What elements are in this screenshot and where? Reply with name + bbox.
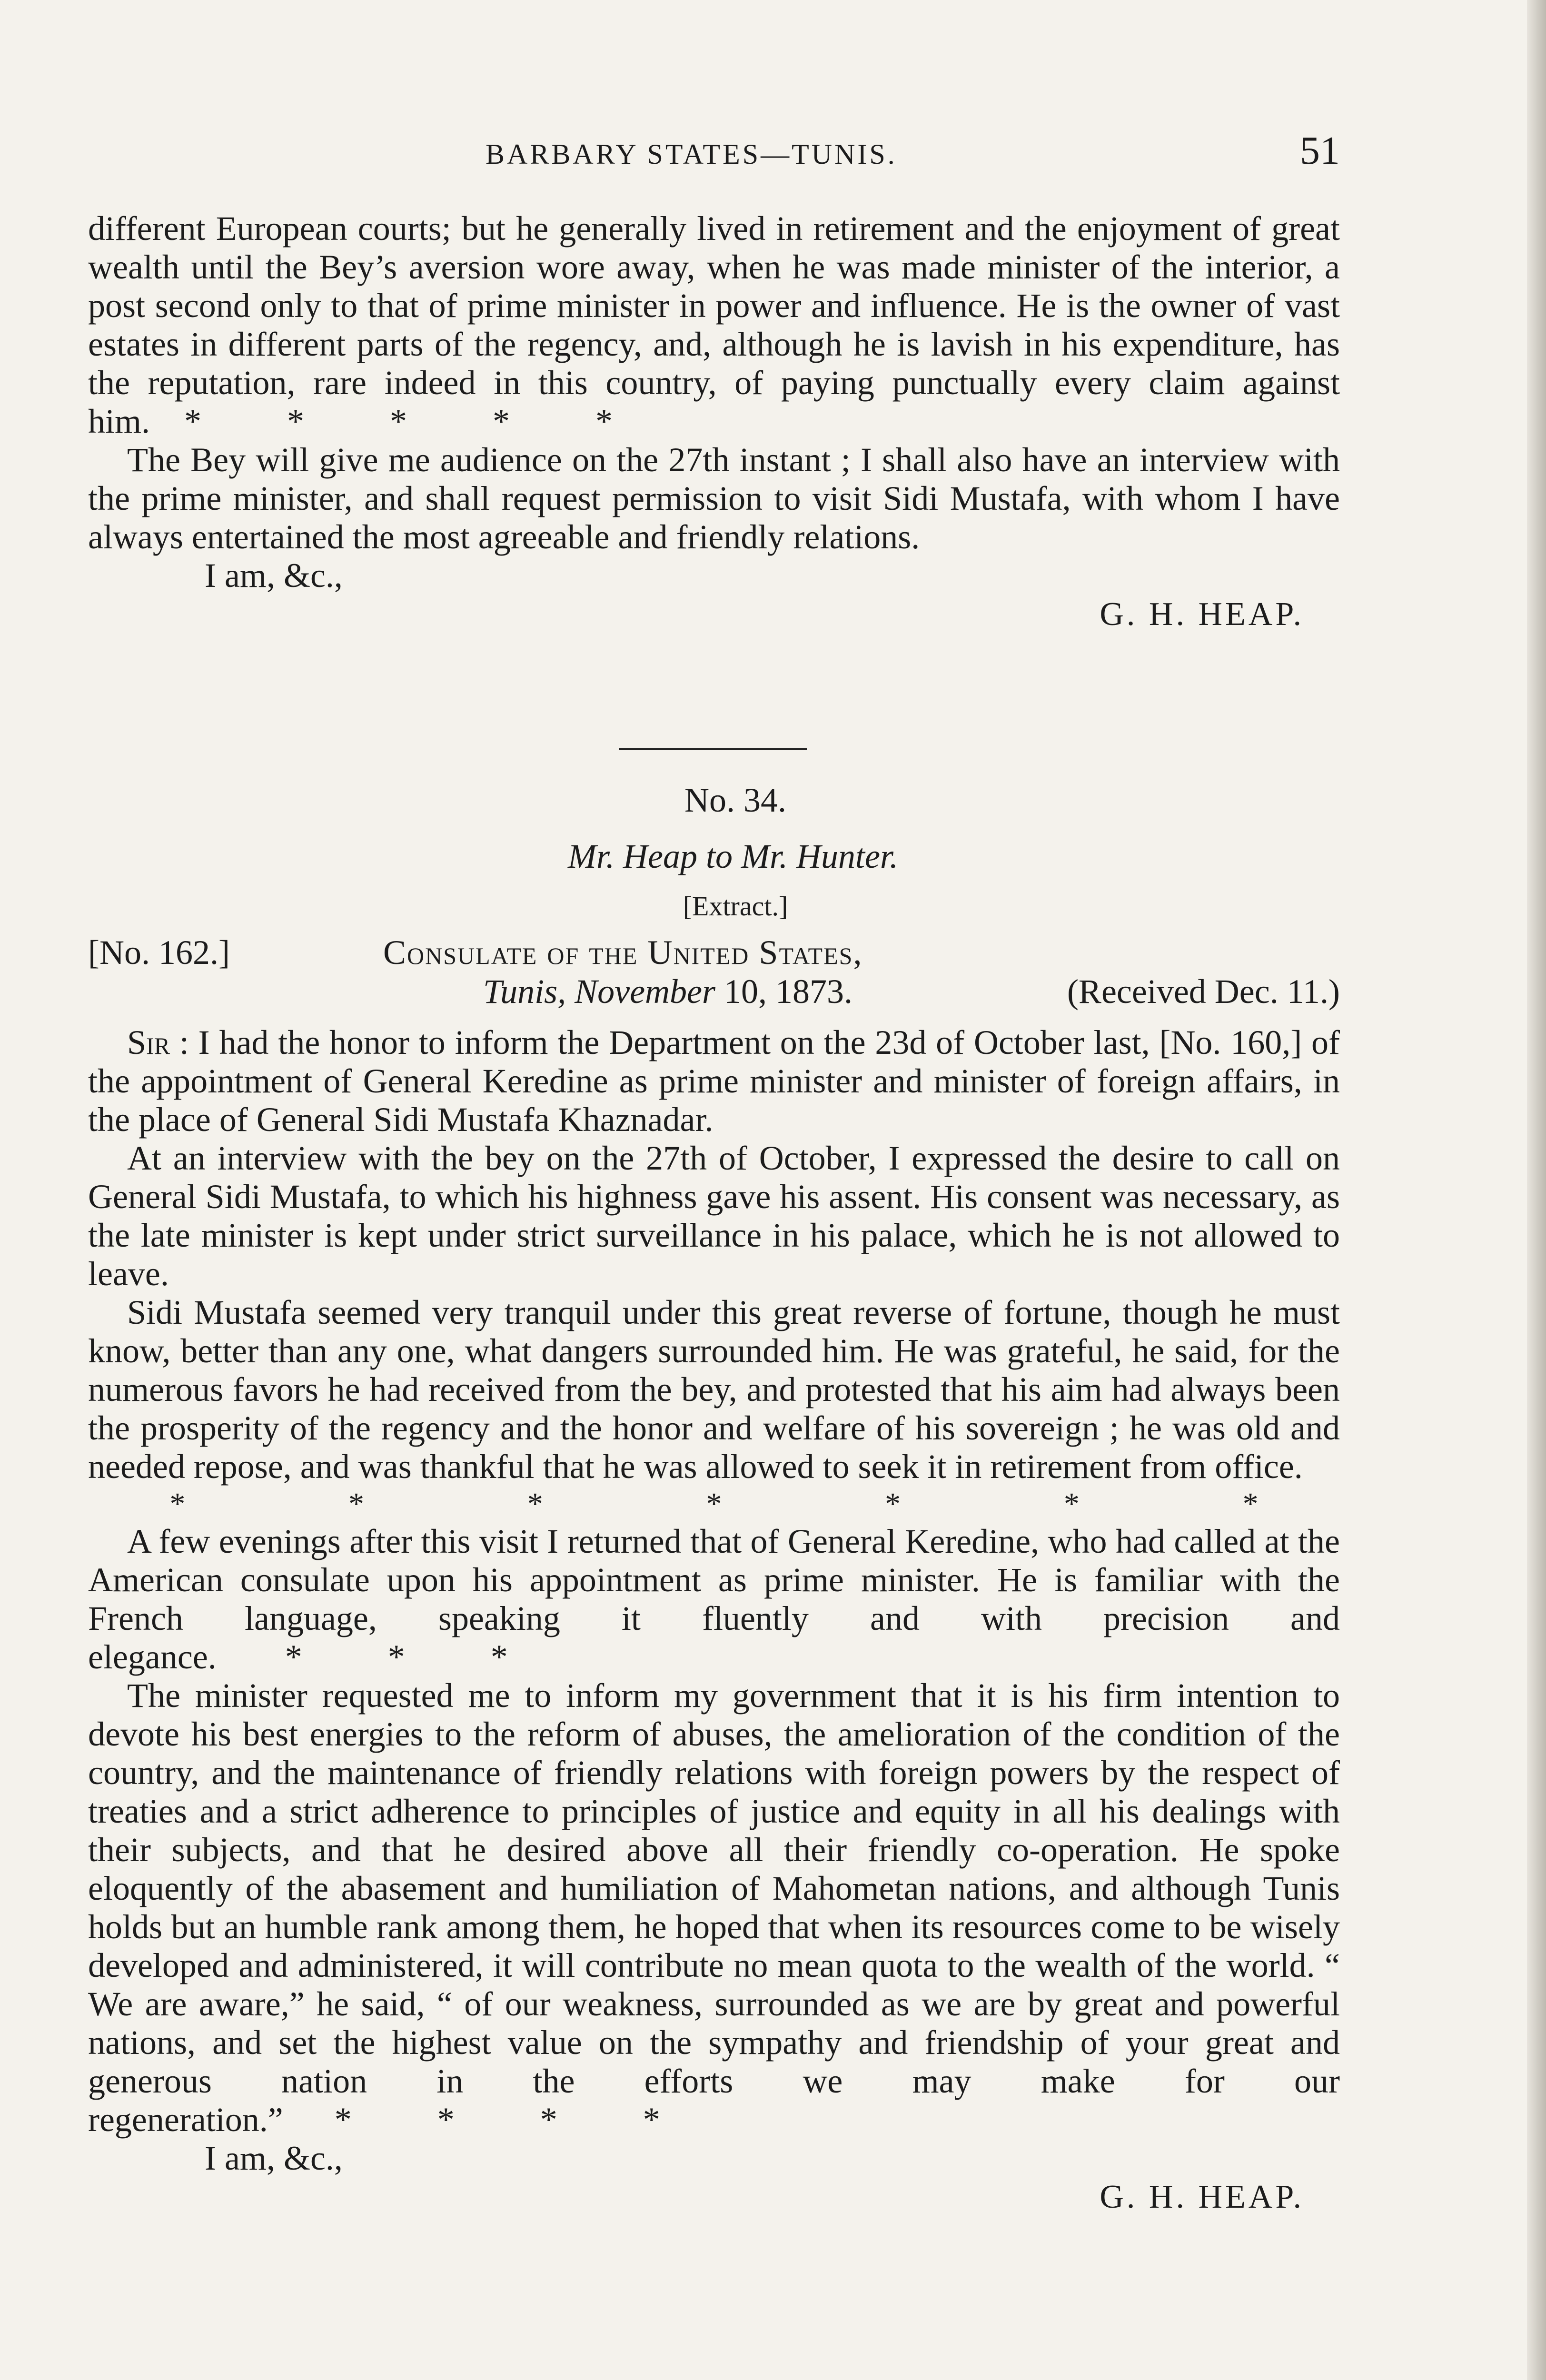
document-heading: Mr. Heap to Mr. Hunter. <box>568 837 898 875</box>
closing-line: I am, &c., <box>205 2139 343 2177</box>
star: * <box>527 1487 543 1521</box>
paragraph-appointment-text: I had the honor to inform the Department on the 23d of October last, [No. 160,] of the appointment of General Keredine as prime minister and minister of foreign affairs, in the place of General Sidi Mustafa Khaznadar. <box>88 1023 1340 1139</box>
paragraph-keredine-visit-text: A few evenings after this visit I returned that of General Keredine, who had called at the American consulate upon his appointment as prime minister. He is familiar with the French language, speaking it fluently and with precision and elegance. <box>88 1522 1340 1676</box>
signature: G. H. HEAP. <box>1100 2179 1304 2215</box>
continuation-text: different European courts; but he generally lived in retirement and the enjoyment of great wealth until the Bey’s aversion wore away, when he was made minister of the interior, a post second only to that of prime minister in power and influence. He is the owner of vast estates in different parts of the regency, and, although he is lavish in his expenditure, has the reputation, rare indeed in this country, of paying punctually every claim against him. <box>88 209 1340 440</box>
paragraph-appointment <box>88 1023 1340 1139</box>
paragraph-bey-audience: The Bey will give me audience on the 27th instant ; I shall also have an interview with the prime minister, and shall request permission to visit Sidi Mustafa, with whom I have always entertained the most agreeable and friendly relations. <box>88 441 1340 556</box>
continuation-paragraph <box>88 209 1340 441</box>
place-date <box>483 972 852 1012</box>
letter-34-body <box>88 1023 1340 2216</box>
letter-33-continuation <box>88 209 1340 634</box>
running-head-title: BARBARY STATES—TUNIS. <box>486 139 897 170</box>
dateline <box>88 933 1340 1023</box>
date-rest: 10, 1873. <box>724 972 853 1011</box>
paragraph-sidi-mustafa: Sidi Mustafa seemed very tranquil under this great reverse of fortune, though he must know, better than any one, what dangers surrounded him. He was grateful, he said, for the numerous favors he had received from the bey, and protested that his aim had always been the prosperity of the regency and the honor and welfare of his sovereign ; he was old and needed repose, and was thankful that he was allowed to seek it in retirement from office. <box>88 1293 1340 1486</box>
star: * <box>706 1487 722 1521</box>
place: Tunis, <box>483 972 566 1011</box>
extract-label: [Extract.] <box>683 891 788 922</box>
paragraph-minister-request <box>88 1676 1340 2139</box>
date-month: November <box>575 972 716 1011</box>
section-divider <box>619 748 807 750</box>
ellipsis-stars: * * * * * <box>184 402 613 440</box>
consulate-heading: Consulate of the United States, <box>383 933 863 972</box>
page-number: 51 <box>1300 129 1340 173</box>
paragraph-minister-request-text: The minister requested me to inform my government that it is his firm intention to devote his best energies to the reform of abuses, the amelioration of the condition of the country, and the maintenance of friendly relations with foreign powers by the respect of treaties and a strict adherence to principles of justice and equity in all his dealings with their subjects, and that he desired above all their friendly co-operation. He spoke eloquently of the abasement and humiliation of Mahometan nations, and although Tunis holds but an humble rank among them, he hoped that when its resources come to be wisely developed and administered, it will contribute no mean quota to the wealth of the world. “ We are aware,” he said, “ of our weakness, surrounded as we are by great and powerful nations, and set the highest value on the sympathy and friendship of your great and generous nation in the efforts we may make for our regeneration.” <box>88 1676 1340 2139</box>
salutation: Sir : <box>127 1023 189 1061</box>
page-edge-shadow <box>1527 0 1546 2380</box>
ellipsis-stars: * * * <box>285 1638 508 1676</box>
paragraph-interview: At an interview with the bey on the 27th of October, I expressed the desire to call on General Sidi Mustafa, to which his highness gave his assent. His consent was necessary, as the late minister is kept under strict surveillance in his palace, which he is not allowed to leave. <box>88 1139 1340 1293</box>
document-number: No. 34. <box>684 781 786 819</box>
star: * <box>885 1487 901 1521</box>
closing-line: I am, &c., <box>205 556 343 595</box>
ellipsis-stars: * * * * <box>334 2101 660 2139</box>
ellipsis-stars-row <box>88 1486 1340 1522</box>
dispatch-number: [No. 162.] <box>88 933 230 972</box>
star: * <box>1242 1487 1259 1521</box>
received-date: (Received Dec. 11.) <box>1067 972 1340 1011</box>
running-head <box>88 128 1340 180</box>
star: * <box>169 1487 186 1521</box>
paragraph-keredine-visit <box>88 1522 1340 1676</box>
star: * <box>1063 1487 1080 1521</box>
star: * <box>348 1487 365 1521</box>
signature: G. H. HEAP. <box>1100 596 1304 633</box>
